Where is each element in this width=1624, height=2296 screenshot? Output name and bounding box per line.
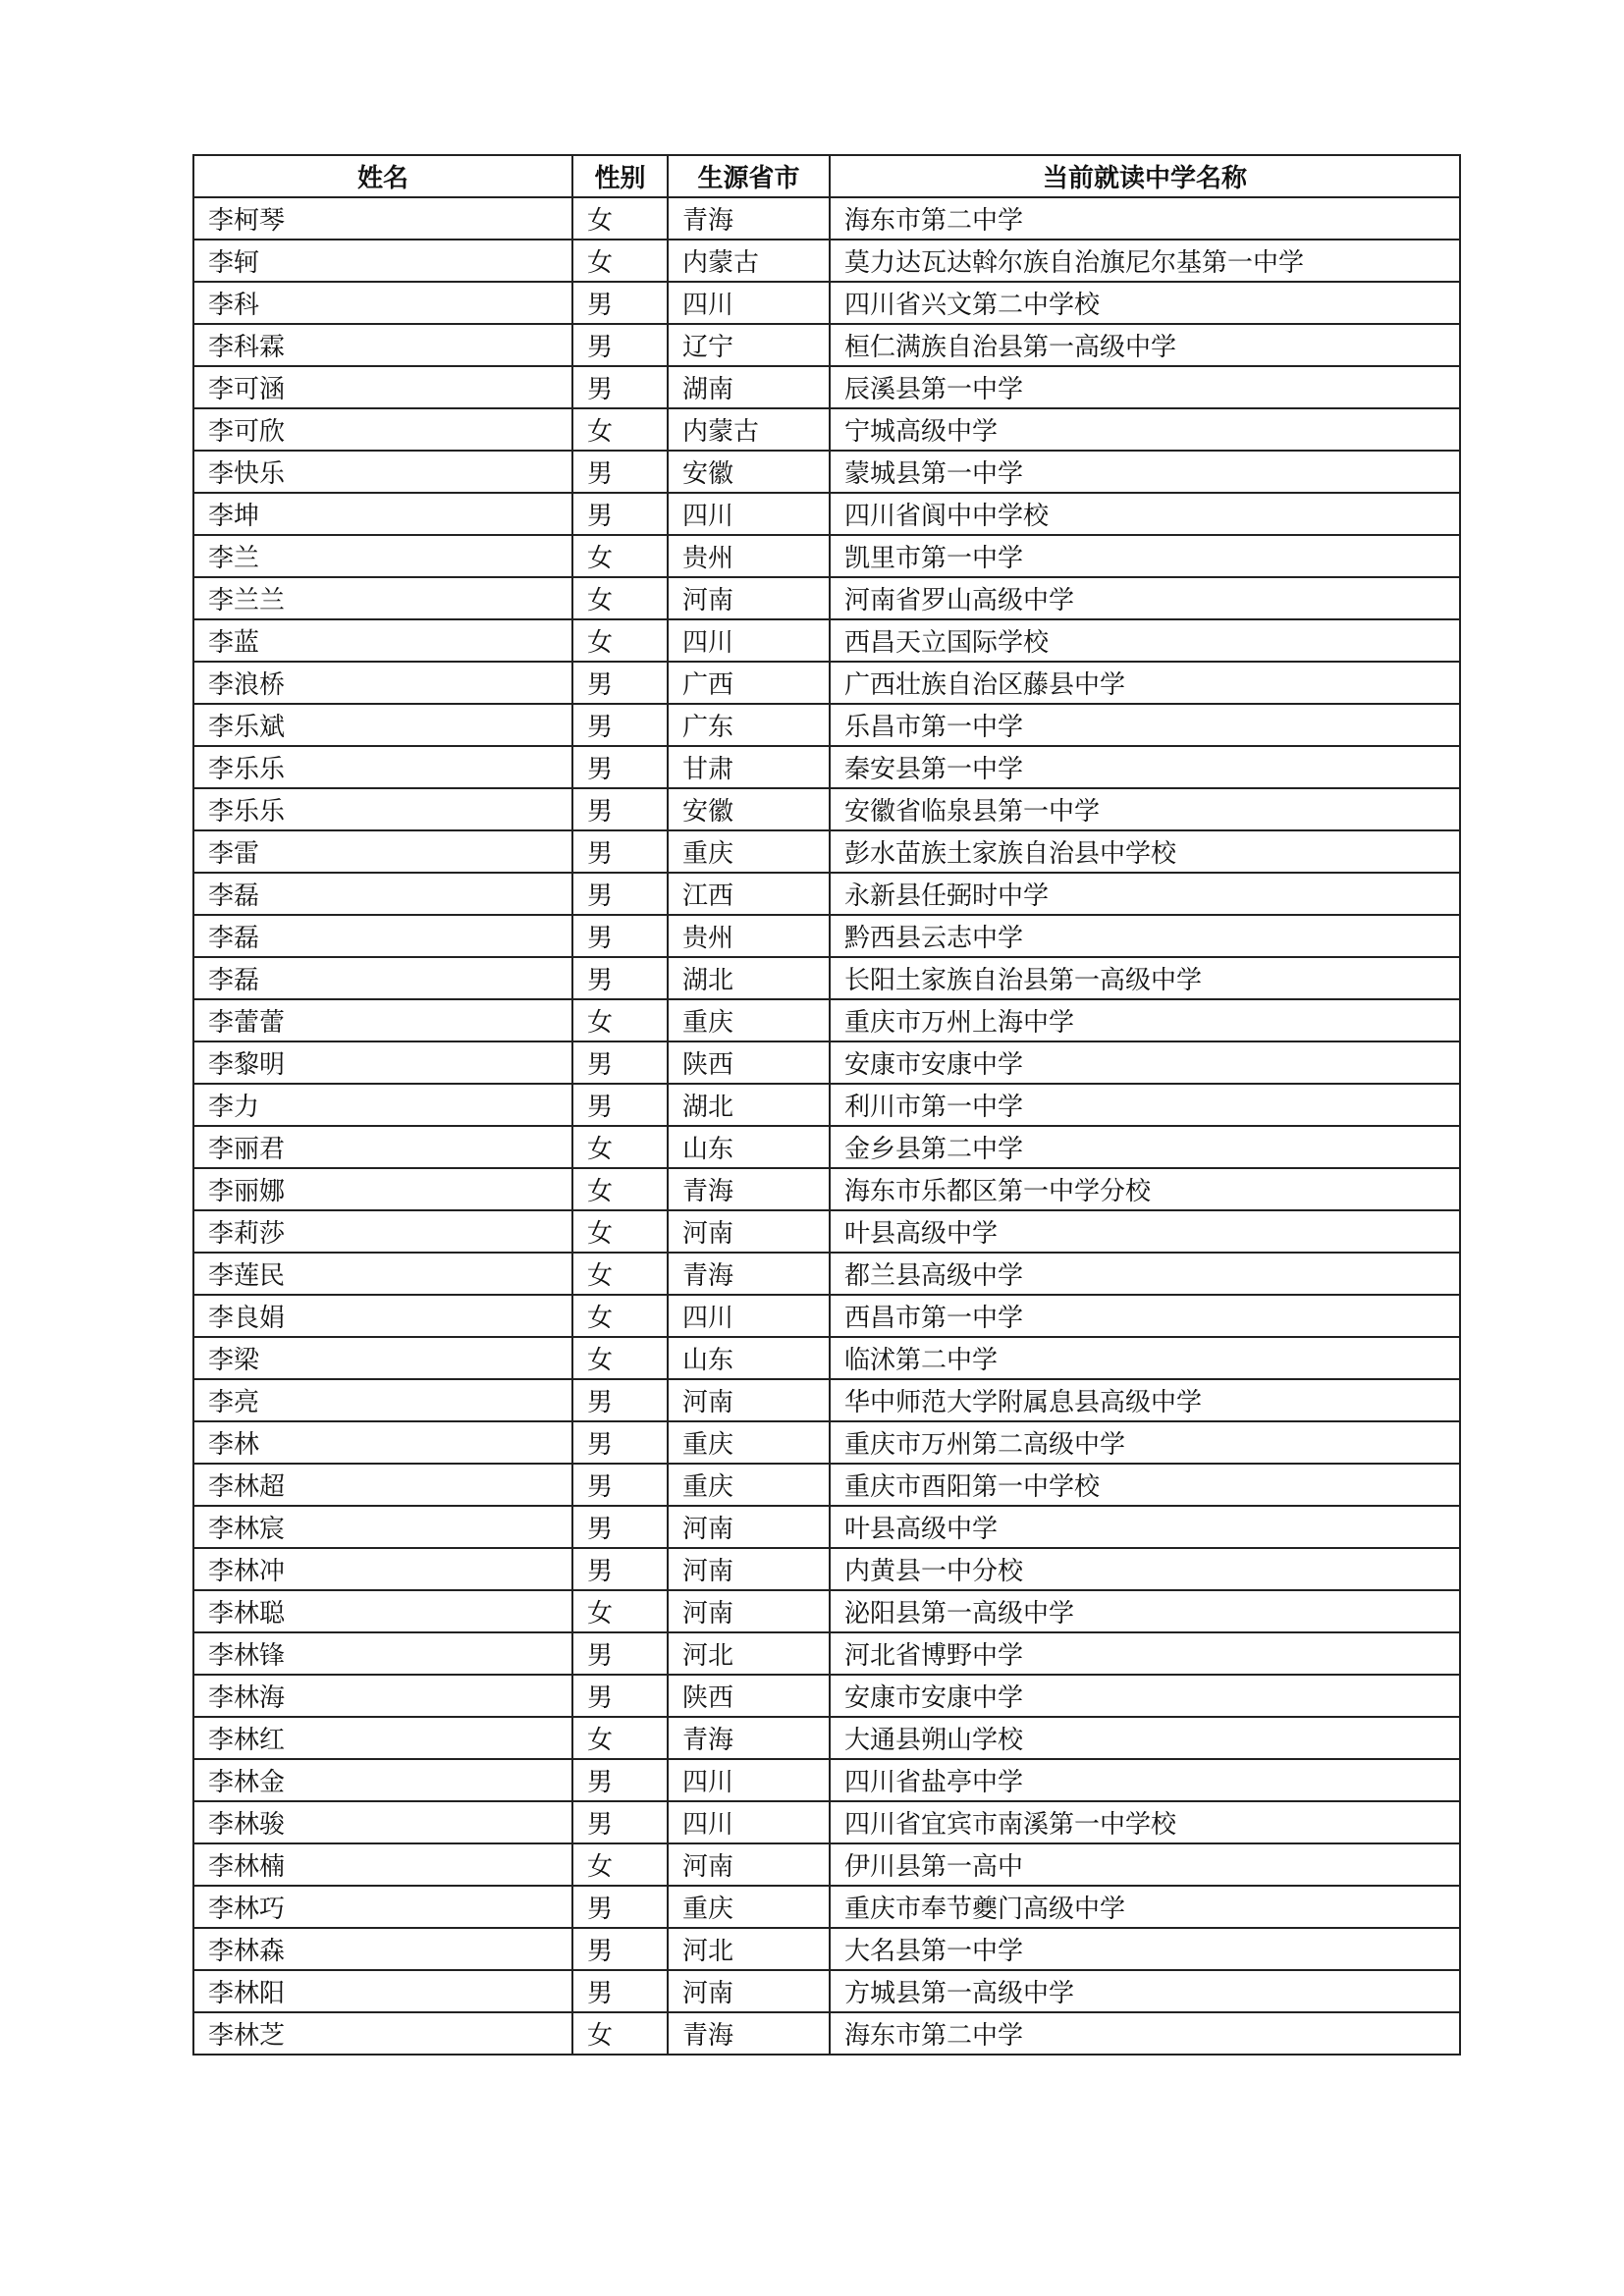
cell-school: 四川省阆中中学校 bbox=[830, 493, 1460, 535]
cell-gender: 男 bbox=[572, 1084, 668, 1126]
table-row bbox=[193, 1253, 1460, 1295]
table-row bbox=[193, 1464, 1460, 1506]
cell-school: 安康市安康中学 bbox=[830, 1675, 1460, 1717]
cell-province: 贵州 bbox=[668, 535, 830, 577]
table-row bbox=[193, 957, 1460, 999]
table-row bbox=[193, 366, 1460, 408]
table-body bbox=[193, 197, 1460, 2055]
cell-school: 临沭第二中学 bbox=[830, 1337, 1460, 1379]
cell-name: 李丽娜 bbox=[193, 1168, 572, 1210]
cell-school: 叶县高级中学 bbox=[830, 1506, 1460, 1548]
cell-province: 河南 bbox=[668, 1210, 830, 1253]
cell-school: 泌阳县第一高级中学 bbox=[830, 1590, 1460, 1632]
table-row bbox=[193, 2012, 1460, 2055]
cell-name: 李林锋 bbox=[193, 1632, 572, 1675]
cell-province: 内蒙古 bbox=[668, 408, 830, 451]
cell-gender: 女 bbox=[572, 577, 668, 619]
cell-gender: 女 bbox=[572, 240, 668, 282]
cell-province: 山东 bbox=[668, 1337, 830, 1379]
cell-name: 李乐乐 bbox=[193, 788, 572, 830]
cell-gender: 男 bbox=[572, 1928, 668, 1970]
cell-name: 李良娟 bbox=[193, 1295, 572, 1337]
cell-province: 四川 bbox=[668, 493, 830, 535]
header-province: 生源省市 bbox=[668, 155, 830, 197]
table-row bbox=[193, 1970, 1460, 2012]
cell-gender: 男 bbox=[572, 366, 668, 408]
cell-province: 四川 bbox=[668, 1759, 830, 1801]
cell-gender: 女 bbox=[572, 1843, 668, 1886]
cell-province: 安徽 bbox=[668, 788, 830, 830]
cell-name: 李林超 bbox=[193, 1464, 572, 1506]
cell-name: 李可涵 bbox=[193, 366, 572, 408]
cell-gender: 男 bbox=[572, 1421, 668, 1464]
table-row bbox=[193, 1675, 1460, 1717]
cell-gender: 男 bbox=[572, 746, 668, 788]
cell-name: 李兰 bbox=[193, 535, 572, 577]
cell-school: 凯里市第一中学 bbox=[830, 535, 1460, 577]
table-row bbox=[193, 408, 1460, 451]
cell-province: 重庆 bbox=[668, 1421, 830, 1464]
table-row bbox=[193, 1421, 1460, 1464]
cell-school: 重庆市万州上海中学 bbox=[830, 999, 1460, 1041]
cell-school: 永新县任弼时中学 bbox=[830, 873, 1460, 915]
cell-school: 方城县第一高级中学 bbox=[830, 1970, 1460, 2012]
cell-gender: 男 bbox=[572, 830, 668, 873]
cell-name: 李林阳 bbox=[193, 1970, 572, 2012]
cell-province: 贵州 bbox=[668, 915, 830, 957]
table-row bbox=[193, 830, 1460, 873]
cell-school: 桓仁满族自治县第一高级中学 bbox=[830, 324, 1460, 366]
cell-gender: 女 bbox=[572, 1253, 668, 1295]
cell-gender: 男 bbox=[572, 282, 668, 324]
cell-gender: 女 bbox=[572, 197, 668, 240]
table-row bbox=[193, 746, 1460, 788]
cell-school: 海东市第二中学 bbox=[830, 2012, 1460, 2055]
table-row bbox=[193, 1928, 1460, 1970]
table-row bbox=[193, 1843, 1460, 1886]
cell-province: 山东 bbox=[668, 1126, 830, 1168]
cell-province: 河南 bbox=[668, 1970, 830, 2012]
cell-province: 重庆 bbox=[668, 1886, 830, 1928]
cell-school: 秦安县第一中学 bbox=[830, 746, 1460, 788]
cell-gender: 男 bbox=[572, 704, 668, 746]
table-row bbox=[193, 1590, 1460, 1632]
cell-gender: 男 bbox=[572, 493, 668, 535]
cell-name: 李莉莎 bbox=[193, 1210, 572, 1253]
cell-gender: 女 bbox=[572, 619, 668, 662]
cell-school: 海东市乐都区第一中学分校 bbox=[830, 1168, 1460, 1210]
cell-school: 重庆市奉节夔门高级中学 bbox=[830, 1886, 1460, 1928]
cell-province: 河南 bbox=[668, 1590, 830, 1632]
cell-province: 广东 bbox=[668, 704, 830, 746]
table-row bbox=[193, 1210, 1460, 1253]
cell-gender: 男 bbox=[572, 873, 668, 915]
cell-name: 李林芝 bbox=[193, 2012, 572, 2055]
table-row bbox=[193, 1886, 1460, 1928]
cell-school: 广西壮族自治区藤县中学 bbox=[830, 662, 1460, 704]
cell-name: 李林骏 bbox=[193, 1801, 572, 1843]
cell-school: 莫力达瓦达斡尔族自治旗尼尔基第一中学 bbox=[830, 240, 1460, 282]
cell-gender: 男 bbox=[572, 788, 668, 830]
cell-school: 安徽省临泉县第一中学 bbox=[830, 788, 1460, 830]
cell-name: 李林海 bbox=[193, 1675, 572, 1717]
cell-gender: 男 bbox=[572, 1548, 668, 1590]
cell-name: 李林金 bbox=[193, 1759, 572, 1801]
cell-gender: 男 bbox=[572, 1886, 668, 1928]
cell-name: 李科 bbox=[193, 282, 572, 324]
cell-school: 彭水苗族土家族自治县中学校 bbox=[830, 830, 1460, 873]
cell-name: 李柯琴 bbox=[193, 197, 572, 240]
cell-gender: 男 bbox=[572, 662, 668, 704]
cell-gender: 男 bbox=[572, 1632, 668, 1675]
cell-school: 重庆市万州第二高级中学 bbox=[830, 1421, 1460, 1464]
cell-school: 重庆市酉阳第一中学校 bbox=[830, 1464, 1460, 1506]
cell-school: 四川省盐亭中学 bbox=[830, 1759, 1460, 1801]
cell-gender: 男 bbox=[572, 1675, 668, 1717]
cell-gender: 女 bbox=[572, 535, 668, 577]
cell-gender: 男 bbox=[572, 1379, 668, 1421]
cell-gender: 女 bbox=[572, 1337, 668, 1379]
cell-gender: 女 bbox=[572, 2012, 668, 2055]
cell-school: 内黄县一中分校 bbox=[830, 1548, 1460, 1590]
cell-province: 河南 bbox=[668, 1548, 830, 1590]
table-row bbox=[193, 1379, 1460, 1421]
cell-gender: 男 bbox=[572, 451, 668, 493]
cell-name: 李乐乐 bbox=[193, 746, 572, 788]
cell-gender: 女 bbox=[572, 1590, 668, 1632]
cell-name: 李磊 bbox=[193, 915, 572, 957]
cell-name: 李林聪 bbox=[193, 1590, 572, 1632]
cell-name: 李浪桥 bbox=[193, 662, 572, 704]
cell-name: 李兰兰 bbox=[193, 577, 572, 619]
cell-gender: 男 bbox=[572, 1041, 668, 1084]
cell-gender: 男 bbox=[572, 1970, 668, 2012]
cell-name: 李梁 bbox=[193, 1337, 572, 1379]
cell-name: 李莲民 bbox=[193, 1253, 572, 1295]
table-row bbox=[193, 1759, 1460, 1801]
table-row bbox=[193, 704, 1460, 746]
cell-province: 广西 bbox=[668, 662, 830, 704]
table-row bbox=[193, 240, 1460, 282]
table-row bbox=[193, 1717, 1460, 1759]
cell-province: 河北 bbox=[668, 1928, 830, 1970]
cell-name: 李丽君 bbox=[193, 1126, 572, 1168]
cell-name: 李可欣 bbox=[193, 408, 572, 451]
cell-school: 安康市安康中学 bbox=[830, 1041, 1460, 1084]
cell-province: 湖南 bbox=[668, 366, 830, 408]
table-row bbox=[193, 788, 1460, 830]
cell-province: 四川 bbox=[668, 619, 830, 662]
cell-name: 李蕾蕾 bbox=[193, 999, 572, 1041]
cell-name: 李轲 bbox=[193, 240, 572, 282]
cell-province: 河南 bbox=[668, 577, 830, 619]
table-row bbox=[193, 1506, 1460, 1548]
cell-province: 重庆 bbox=[668, 999, 830, 1041]
table-row bbox=[193, 1632, 1460, 1675]
cell-gender: 女 bbox=[572, 1210, 668, 1253]
cell-province: 河南 bbox=[668, 1506, 830, 1548]
cell-school: 华中师范大学附属息县高级中学 bbox=[830, 1379, 1460, 1421]
cell-province: 四川 bbox=[668, 282, 830, 324]
cell-name: 李林红 bbox=[193, 1717, 572, 1759]
header-school: 当前就读中学名称 bbox=[830, 155, 1460, 197]
cell-name: 李力 bbox=[193, 1084, 572, 1126]
cell-province: 陕西 bbox=[668, 1041, 830, 1084]
cell-school: 西昌天立国际学校 bbox=[830, 619, 1460, 662]
cell-school: 河北省博野中学 bbox=[830, 1632, 1460, 1675]
cell-name: 李蓝 bbox=[193, 619, 572, 662]
cell-school: 叶县高级中学 bbox=[830, 1210, 1460, 1253]
cell-province: 辽宁 bbox=[668, 324, 830, 366]
cell-name: 李亮 bbox=[193, 1379, 572, 1421]
cell-gender: 女 bbox=[572, 408, 668, 451]
cell-name: 李林楠 bbox=[193, 1843, 572, 1886]
cell-school: 乐昌市第一中学 bbox=[830, 704, 1460, 746]
cell-gender: 男 bbox=[572, 957, 668, 999]
cell-name: 李坤 bbox=[193, 493, 572, 535]
cell-name: 李科霖 bbox=[193, 324, 572, 366]
cell-school: 金乡县第二中学 bbox=[830, 1126, 1460, 1168]
cell-province: 河南 bbox=[668, 1379, 830, 1421]
cell-school: 四川省宜宾市南溪第一中学校 bbox=[830, 1801, 1460, 1843]
cell-name: 李磊 bbox=[193, 873, 572, 915]
cell-school: 大通县朔山学校 bbox=[830, 1717, 1460, 1759]
table-row bbox=[193, 451, 1460, 493]
cell-school: 长阳土家族自治县第一高级中学 bbox=[830, 957, 1460, 999]
table-row bbox=[193, 197, 1460, 240]
cell-name: 李林森 bbox=[193, 1928, 572, 1970]
table-row bbox=[193, 577, 1460, 619]
cell-province: 四川 bbox=[668, 1801, 830, 1843]
table-row bbox=[193, 1168, 1460, 1210]
cell-school: 西昌市第一中学 bbox=[830, 1295, 1460, 1337]
table-row bbox=[193, 999, 1460, 1041]
cell-school: 海东市第二中学 bbox=[830, 197, 1460, 240]
student-roster-table bbox=[192, 154, 1461, 2056]
cell-gender: 男 bbox=[572, 1759, 668, 1801]
cell-gender: 女 bbox=[572, 1168, 668, 1210]
table-row bbox=[193, 324, 1460, 366]
cell-name: 李雷 bbox=[193, 830, 572, 873]
cell-name: 李林宸 bbox=[193, 1506, 572, 1548]
cell-name: 李林巧 bbox=[193, 1886, 572, 1928]
table-header-row bbox=[193, 155, 1460, 197]
cell-gender: 男 bbox=[572, 1506, 668, 1548]
table-row bbox=[193, 1084, 1460, 1126]
cell-school: 宁城高级中学 bbox=[830, 408, 1460, 451]
cell-name: 李黎明 bbox=[193, 1041, 572, 1084]
cell-province: 安徽 bbox=[668, 451, 830, 493]
cell-province: 四川 bbox=[668, 1295, 830, 1337]
cell-name: 李林冲 bbox=[193, 1548, 572, 1590]
table-row bbox=[193, 1801, 1460, 1843]
table-row bbox=[193, 493, 1460, 535]
cell-school: 河南省罗山高级中学 bbox=[830, 577, 1460, 619]
cell-school: 蒙城县第一中学 bbox=[830, 451, 1460, 493]
cell-province: 青海 bbox=[668, 1717, 830, 1759]
table-row bbox=[193, 873, 1460, 915]
cell-province: 内蒙古 bbox=[668, 240, 830, 282]
table-row bbox=[193, 282, 1460, 324]
cell-province: 江西 bbox=[668, 873, 830, 915]
cell-school: 都兰县高级中学 bbox=[830, 1253, 1460, 1295]
table-row bbox=[193, 1126, 1460, 1168]
cell-province: 青海 bbox=[668, 2012, 830, 2055]
table-row bbox=[193, 915, 1460, 957]
cell-province: 青海 bbox=[668, 197, 830, 240]
cell-name: 李乐斌 bbox=[193, 704, 572, 746]
cell-province: 甘肃 bbox=[668, 746, 830, 788]
cell-name: 李林 bbox=[193, 1421, 572, 1464]
cell-gender: 男 bbox=[572, 1801, 668, 1843]
cell-gender: 女 bbox=[572, 1717, 668, 1759]
cell-province: 青海 bbox=[668, 1253, 830, 1295]
cell-province: 河南 bbox=[668, 1843, 830, 1886]
table-row bbox=[193, 1295, 1460, 1337]
cell-province: 重庆 bbox=[668, 1464, 830, 1506]
table-row bbox=[193, 1041, 1460, 1084]
cell-province: 河北 bbox=[668, 1632, 830, 1675]
cell-school: 大名县第一中学 bbox=[830, 1928, 1460, 1970]
cell-gender: 男 bbox=[572, 915, 668, 957]
cell-name: 李快乐 bbox=[193, 451, 572, 493]
cell-gender: 女 bbox=[572, 1295, 668, 1337]
cell-school: 辰溪县第一中学 bbox=[830, 366, 1460, 408]
cell-name: 李磊 bbox=[193, 957, 572, 999]
cell-school: 黔西县云志中学 bbox=[830, 915, 1460, 957]
cell-school: 利川市第一中学 bbox=[830, 1084, 1460, 1126]
table-row bbox=[193, 1337, 1460, 1379]
cell-province: 湖北 bbox=[668, 957, 830, 999]
cell-province: 青海 bbox=[668, 1168, 830, 1210]
cell-gender: 男 bbox=[572, 1464, 668, 1506]
cell-school: 伊川县第一高中 bbox=[830, 1843, 1460, 1886]
table-row bbox=[193, 662, 1460, 704]
cell-gender: 女 bbox=[572, 999, 668, 1041]
cell-gender: 男 bbox=[572, 324, 668, 366]
header-name: 姓名 bbox=[193, 155, 572, 197]
table-row bbox=[193, 619, 1460, 662]
cell-province: 陕西 bbox=[668, 1675, 830, 1717]
cell-province: 湖北 bbox=[668, 1084, 830, 1126]
cell-province: 重庆 bbox=[668, 830, 830, 873]
table-row bbox=[193, 1548, 1460, 1590]
cell-gender: 女 bbox=[572, 1126, 668, 1168]
header-gender: 性别 bbox=[572, 155, 668, 197]
cell-school: 四川省兴文第二中学校 bbox=[830, 282, 1460, 324]
table-row bbox=[193, 535, 1460, 577]
